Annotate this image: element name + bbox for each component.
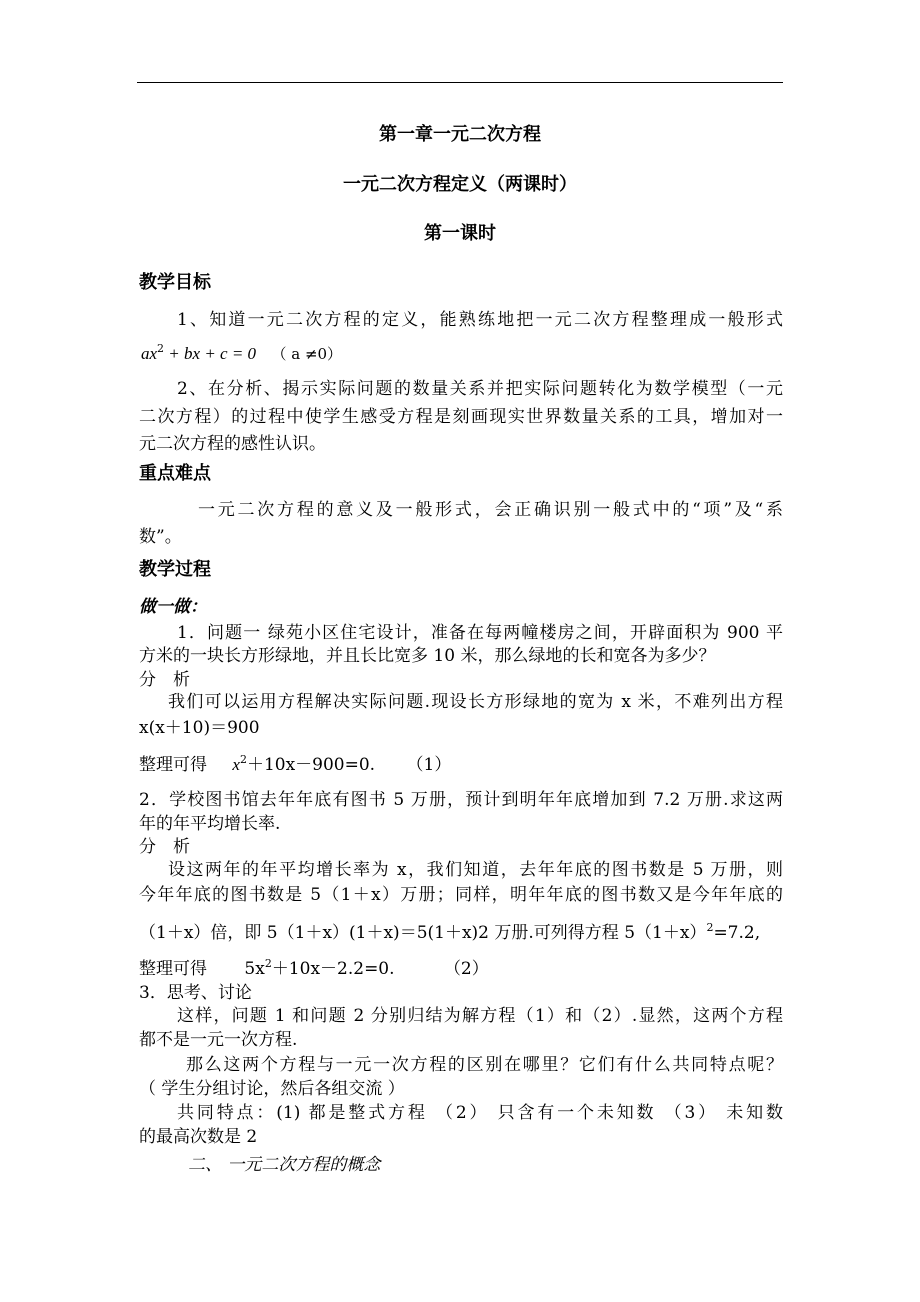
problem1-line2: 方米的一块长方形绿地，并且长比宽多 10 米，那么绿地的长和宽各为多少？ xyxy=(139,646,716,666)
key-points-line2: 数”。 xyxy=(139,527,182,547)
equation1-rest: ＋10x－900=0. xyxy=(246,755,376,775)
activity-label: 做一做： xyxy=(139,597,207,617)
goal-item-1: 1、知道一元二次方程的定义，能熟练地把一元二次方程整理成一般形式 xyxy=(177,310,783,330)
general-form-formula xyxy=(141,343,342,365)
key-points-heading: 重点难点 xyxy=(139,463,211,484)
think-discuss-label: 3．思考、讨论 xyxy=(139,983,252,1003)
equation2-tag: （2） xyxy=(443,959,489,979)
goals-heading: 教学目标 xyxy=(139,272,211,293)
equation1-x: x xyxy=(232,755,240,774)
goal-item-2-line2: 二次方程）的过程中使学生感受方程是刻画现实世界数量关系的工具，增加对一 xyxy=(139,407,783,427)
process-heading: 教学过程 xyxy=(139,559,211,580)
discussion-line3: 那么这两个方程与一元一次方程的区别在哪里？它们有什么共同特点呢？ xyxy=(186,1055,783,1075)
section2-heading: 二、 一元二次方程的概念 xyxy=(188,1155,381,1175)
analysis2-line3-end: =7.2, xyxy=(713,923,761,943)
formula-exponent: 2 xyxy=(157,342,165,355)
analysis1-label: 分 析 xyxy=(139,670,190,690)
equation2-prefix: 整理可得 xyxy=(139,959,207,979)
chapter-title: 第一章一元二次方程 xyxy=(379,124,541,145)
equation2 xyxy=(139,958,489,980)
key-points-line1: 一元二次方程的意义及一般形式，会正确识别一般式中的“项”及“系 xyxy=(198,500,783,520)
analysis2-line2: 今年年底的图书数是 5（1＋x）万册；同样，明年年底的图书数又是今年年底的 xyxy=(139,885,783,905)
equation2-5x: 5x xyxy=(244,959,265,979)
common-features-line2: 的最高次数是 2 xyxy=(139,1127,258,1147)
equation2-rest: ＋10x－2.2=0. xyxy=(271,959,395,979)
equation1-prefix: 整理可得 xyxy=(139,755,207,775)
equation1 xyxy=(139,754,451,776)
header-rule xyxy=(137,82,783,83)
common-features-line1: 共同特点：(1) 都是整式方程 （2） 只含有一个未知数 （3） 未知数 xyxy=(177,1103,783,1123)
equation2-exponent: 2 xyxy=(264,957,272,970)
discussion-line2: 都不是一元一次方程. xyxy=(139,1030,298,1050)
formula-condition: （ a ≠0） xyxy=(271,345,343,363)
analysis1-line1: 我们可以运用方程解决实际问题.现设长方形绿地的宽为 x 米，不难列出方程 xyxy=(168,692,783,712)
problem2-line2: 年的年平均增长率. xyxy=(139,814,281,834)
equation1-tag: （1） xyxy=(406,755,452,775)
analysis2-line1: 设这两年的年平均增长率为 x，我们知道，去年年底的图书数是 5 万册，则 xyxy=(168,860,783,880)
discussion-line1: 这样，问题 1 和问题 2 分别归结为解方程（1）和（2）.显然，这两个方程 xyxy=(177,1006,783,1026)
goal-item-2-line1: 2、在分析、揭示实际问题的数量关系并把实际问题转化为数学模型（一元 xyxy=(177,379,783,399)
analysis1-line2: x(x＋10)＝900 xyxy=(139,718,260,738)
problem1-line1: 1．问题一 绿苑小区住宅设计，准备在每两幢楼房之间，开辟面积为 900 平 xyxy=(177,623,783,643)
discussion-line4: （ 学生分组讨论，然后各组交流 ） xyxy=(139,1079,405,1099)
analysis2-label: 分 析 xyxy=(139,837,190,857)
formula-ax: ax xyxy=(141,344,158,363)
analysis2-line3 xyxy=(139,922,760,944)
problem2-line1: 2．学校图书馆去年年底有图书 5 万册，预计到明年年底增加到 7.2 万册.求这两 xyxy=(139,790,783,810)
lesson-title: 一元二次方程定义（两课时） xyxy=(343,174,577,195)
formula-rest: + bx + c = 0 xyxy=(164,344,257,363)
analysis2-exponent: 2 xyxy=(706,921,714,934)
period-title: 第一课时 xyxy=(424,223,496,244)
analysis2-line3-text: （1＋x）倍，即 5（1＋x）(1＋x)＝5(1＋x)2 万册.可列得方程 5（1＋x） xyxy=(139,923,707,943)
equation1-exponent: 2 xyxy=(239,753,247,766)
goal-item-2-line3: 元二次方程的感性认识。 xyxy=(139,434,326,454)
